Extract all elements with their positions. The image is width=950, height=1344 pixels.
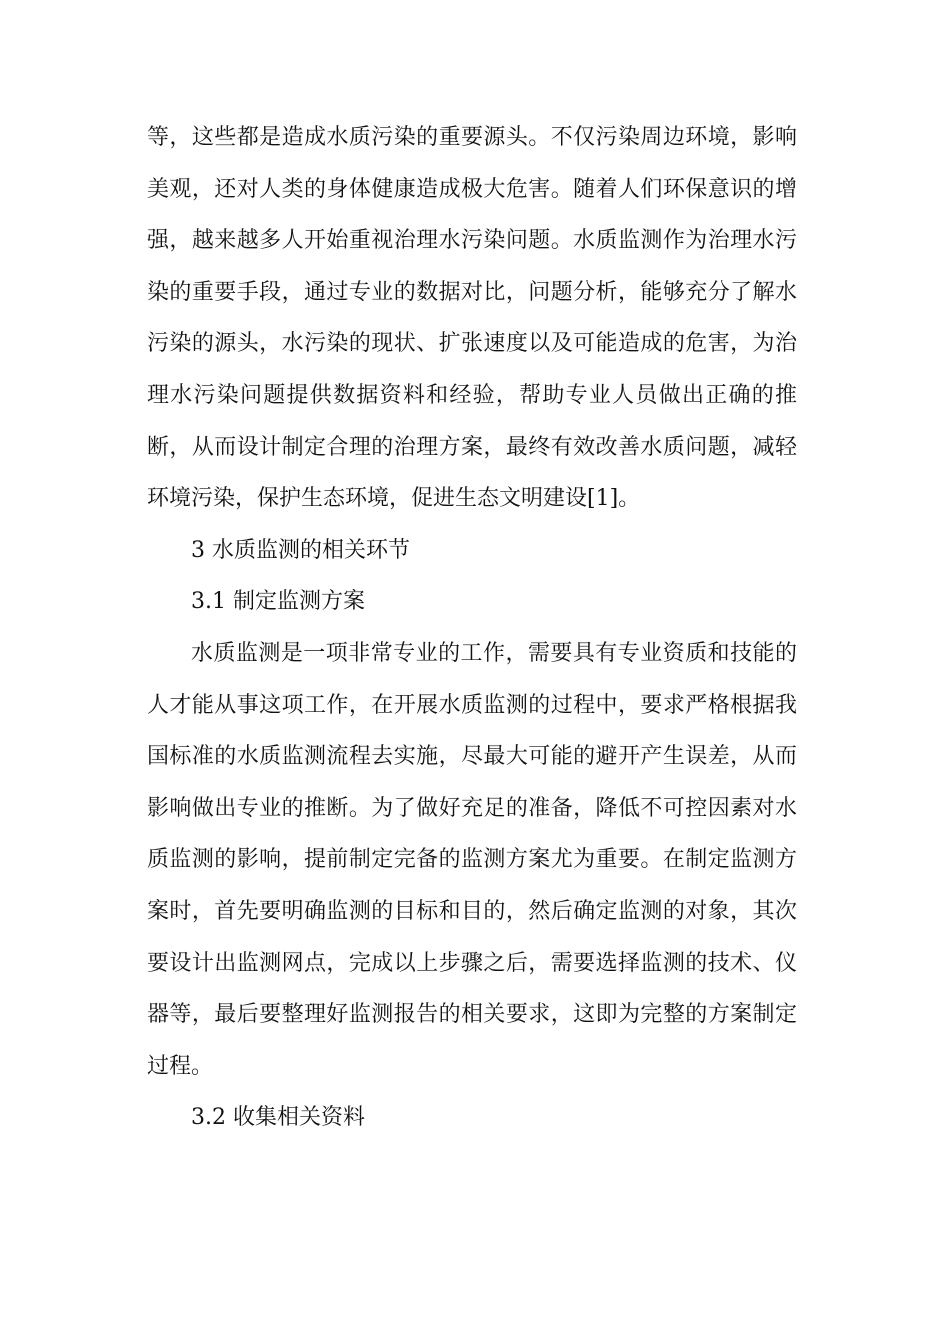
- paragraph-water-pollution-intro: 等，这些都是造成水质污染的重要源头。不仅污染周边环境，影响美观，还对人类的身体健康造成极大危害。随着人们环保意识的增强，越来越多人开始重视治理水污染问题。水质监测作为治理水污染的重要手段，通过专业的数据对比，问题分析，能够充分了解水污染的源头，水污染的现状、扩张速度以及可能造成的危害，为治理水污染问题提供数据资料和经验，帮助专业人员做出正确的推断，从而设计制定合理的治理方案，最终有效改善水质问题，减轻环境污染，保护生态环境，促进生态文明建设[1]。: [147, 125, 797, 512]
- document-body: [147, 112, 797, 1144]
- subsection-heading-3-1: 3.1 制定监测方案: [191, 589, 365, 615]
- subsection-heading-3-2: 3.2 收集相关资料: [191, 1105, 365, 1131]
- paragraph-monitoring-plan: 水质监测是一项非常专业的工作，需要具有专业资质和技能的人才能从事这项工作，在开展水质监测的过程中，要求严格根据我国标准的水质监测流程去实施，尽最大可能的避开产生误差，从而影响做出专业的推断。为了做好充足的准备，降低不可控因素对水质监测的影响，提前制定完备的监测方案尤为重要。在制定监测方案时，首先要明确监测的目标和目的，然后确定监测的对象，其次要设计出监测网点，完成以上步骤之后，需要选择监测的技术、仪器等，最后要整理好监测报告的相关要求，这即为完整的方案制定过程。: [147, 640, 797, 1079]
- section-heading-3: 3 水质监测的相关环节: [191, 537, 410, 563]
